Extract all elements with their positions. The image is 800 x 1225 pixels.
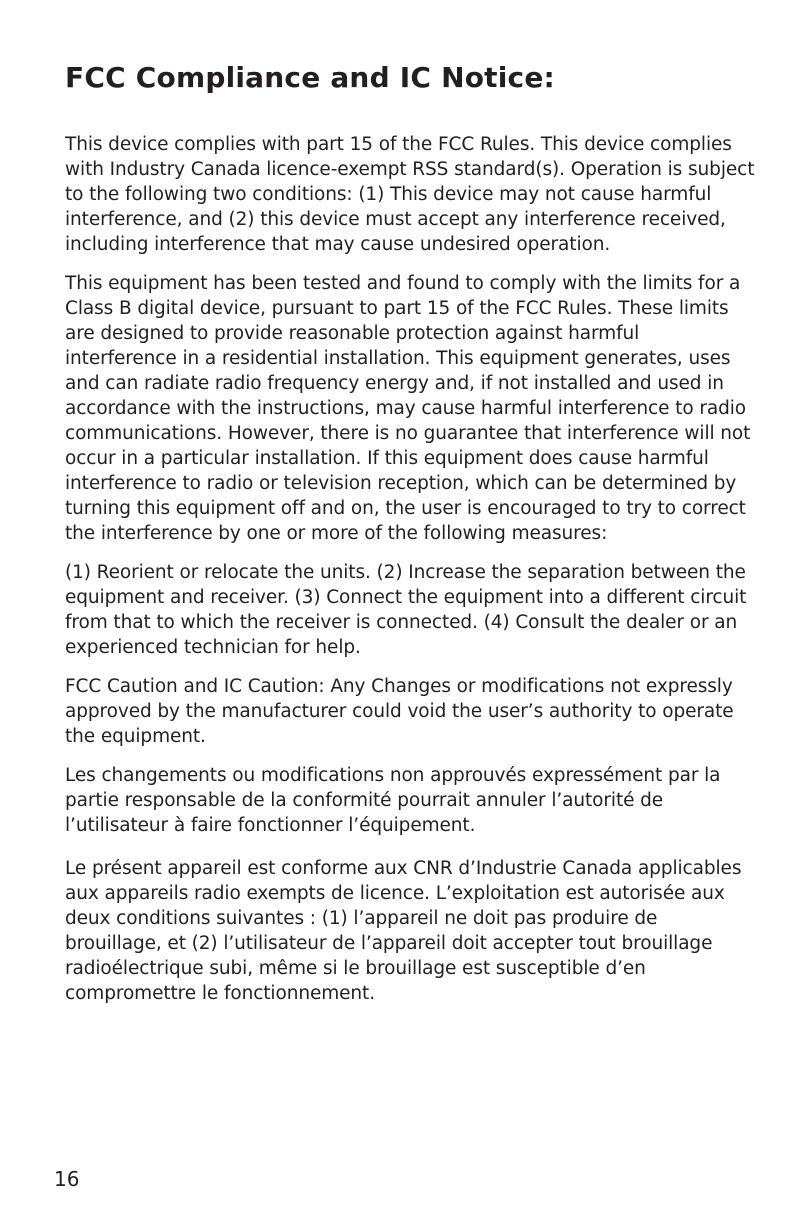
- fcc-ic-caution-paragraph: FCC Caution and IC Caution: Any Changes or modifications not expressly approved by the manufacturer could void the user’s authority to operate the equipment.: [65, 676, 734, 747]
- french-modifications-paragraph: Les changements ou modifications non approuvés expressément par la partie responsable de la conformité pourrait annuler l’autorité de l’utilisateur à faire fonctionner l’équipement.: [65, 765, 721, 836]
- page-title: FCC Compliance and IC Notice:: [65, 61, 555, 94]
- interference-measures-paragraph: (1) Reorient or relocate the units. (2) Increase the separation between the equipment and receiver. (3) Connect the equipment into a different circuit from that to which the receiver is connected. (4) Consult the dealer or an experienced technician for help.: [65, 562, 747, 658]
- manual-page: [65, 58, 755, 1020]
- page-number: 16: [54, 1167, 80, 1191]
- fcc-conditions-paragraph: This device complies with part 15 of the FCC Rules. This device complies with Industry Canada licence-exempt RSS standard(s). Operation is subject to the following two conditions: (1) This device may not cause harmful interference, and (2) this device must accept any interference received, including interference that may cause undesired operation.: [65, 134, 755, 255]
- french-ic-notice-paragraph: Le présent appareil est conforme aux CNR d’Industrie Canada applicables aux appareils radio exempts de licence. L’exploitation est autorisée aux deux conditions suivantes : (1) l’appareil ne doit pas produire de brouillage, et (2) l’utilisateur de l’appareil doit accepter tout brouillage radioélectrique subi, même si le brouillage est susceptible d’en compromettre le fonctionnement.: [65, 858, 742, 1004]
- class-b-device-paragraph: This equipment has been tested and found to comply with the limits for a Class B digital device, pursuant to part 15 of the FCC Rules. These limits are designed to provide reasonable protection against harmful interference in a residential installation. This equipment generates, uses and can radiate radio frequency energy and, if not installed and used in accordance with the instructions, may cause harmful interference to radio communications. However, there is no guarantee that interference will not occur in a particular installation. If this equipment does cause harmful interference to radio or television reception, which can be determined by turning this equipment off and on, the user is encouraged to try to correct the interference by one or more of the following measures:: [65, 273, 751, 544]
